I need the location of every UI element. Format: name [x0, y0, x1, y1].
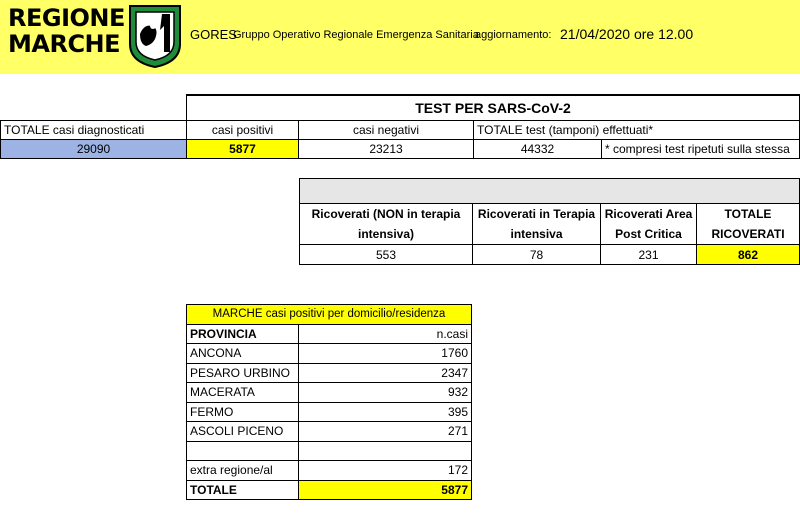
value-total-hospitalized: 862: [697, 245, 800, 265]
province-cases: 2347: [299, 363, 472, 383]
table-row: [187, 461, 472, 481]
province-name: ASCOLI PICENO: [187, 422, 299, 442]
province-cases: 395: [299, 402, 472, 422]
value-hospitalized-icu: 78: [473, 245, 601, 265]
province-name: ANCONA: [187, 344, 299, 364]
test-table: [0, 94, 800, 159]
value-total-tests: 44332: [474, 139, 602, 158]
column-header-cases: n.casi: [299, 324, 472, 344]
table-row: [187, 422, 472, 442]
empty-row: [187, 441, 472, 461]
regione-marche-emblem-icon: [126, 4, 184, 68]
regione-marche-logo: [8, 5, 126, 57]
header-total-tests: TOTALE test (tamponi) effettuati*: [474, 120, 800, 139]
value-hospitalized-non-icu: 553: [300, 245, 473, 265]
province-table-title: MARCHE casi positivi per domicilio/residenza: [187, 305, 472, 325]
header-positive: casi positivi: [187, 120, 299, 139]
header-negative: casi negativi: [299, 120, 474, 139]
header-total-hospitalized: TOTALE RICOVERATI: [697, 204, 800, 245]
update-label: aggiornamento:: [475, 29, 552, 41]
header-hospitalized-post-critical: Ricoverati Area Post Critica: [601, 204, 697, 245]
hospital-table-title-bar: [300, 179, 800, 204]
column-header-province: PROVINCIA: [187, 324, 299, 344]
province-table: [186, 304, 472, 500]
test-table-title: TEST PER SARS-CoV-2: [187, 95, 800, 120]
province-cases: 271: [299, 422, 472, 442]
extra-region-label: extra regione/al: [187, 461, 299, 481]
value-negative: 23213: [299, 139, 474, 158]
value-positive: 5877: [187, 139, 299, 158]
header-hospitalized-non-icu: Ricoverati (NON in terapia intensiva): [300, 204, 473, 245]
value-hospitalized-post-critical: 231: [601, 245, 697, 265]
hospital-table: [299, 178, 800, 265]
province-name: MACERATA: [187, 383, 299, 403]
value-total-diagnosed: 29090: [1, 139, 187, 158]
logo-line-2: MARCHE: [8, 30, 121, 58]
gores-label: GORES: [190, 27, 237, 42]
extra-region-cases: 172: [299, 461, 472, 481]
header-banner: [0, 0, 800, 74]
header-hospitalized-icu: Ricoverati in Terapia intensiva: [473, 204, 601, 245]
update-date: 21/04/2020 ore 12.00: [560, 26, 694, 42]
header-total-diagnosed: TOTALE casi diagnosticati: [1, 120, 187, 139]
total-label: TOTALE: [187, 480, 299, 500]
table-row: [187, 344, 472, 364]
table-row: [187, 363, 472, 383]
province-cases: 932: [299, 383, 472, 403]
province-name: FERMO: [187, 402, 299, 422]
logo-line-1: REGIONE: [8, 4, 125, 32]
total-row: [187, 480, 472, 500]
gores-subtitle: Gruppo Operativo Regionale Emergenza Sanitaria: [233, 29, 479, 41]
table-row: [187, 402, 472, 422]
province-name: PESARO URBINO: [187, 363, 299, 383]
tests-footnote: * compresi test ripetuti sulla stessa: [602, 139, 800, 158]
total-cases: 5877: [299, 480, 472, 500]
province-cases: 1760: [299, 344, 472, 364]
table-row: [187, 383, 472, 403]
